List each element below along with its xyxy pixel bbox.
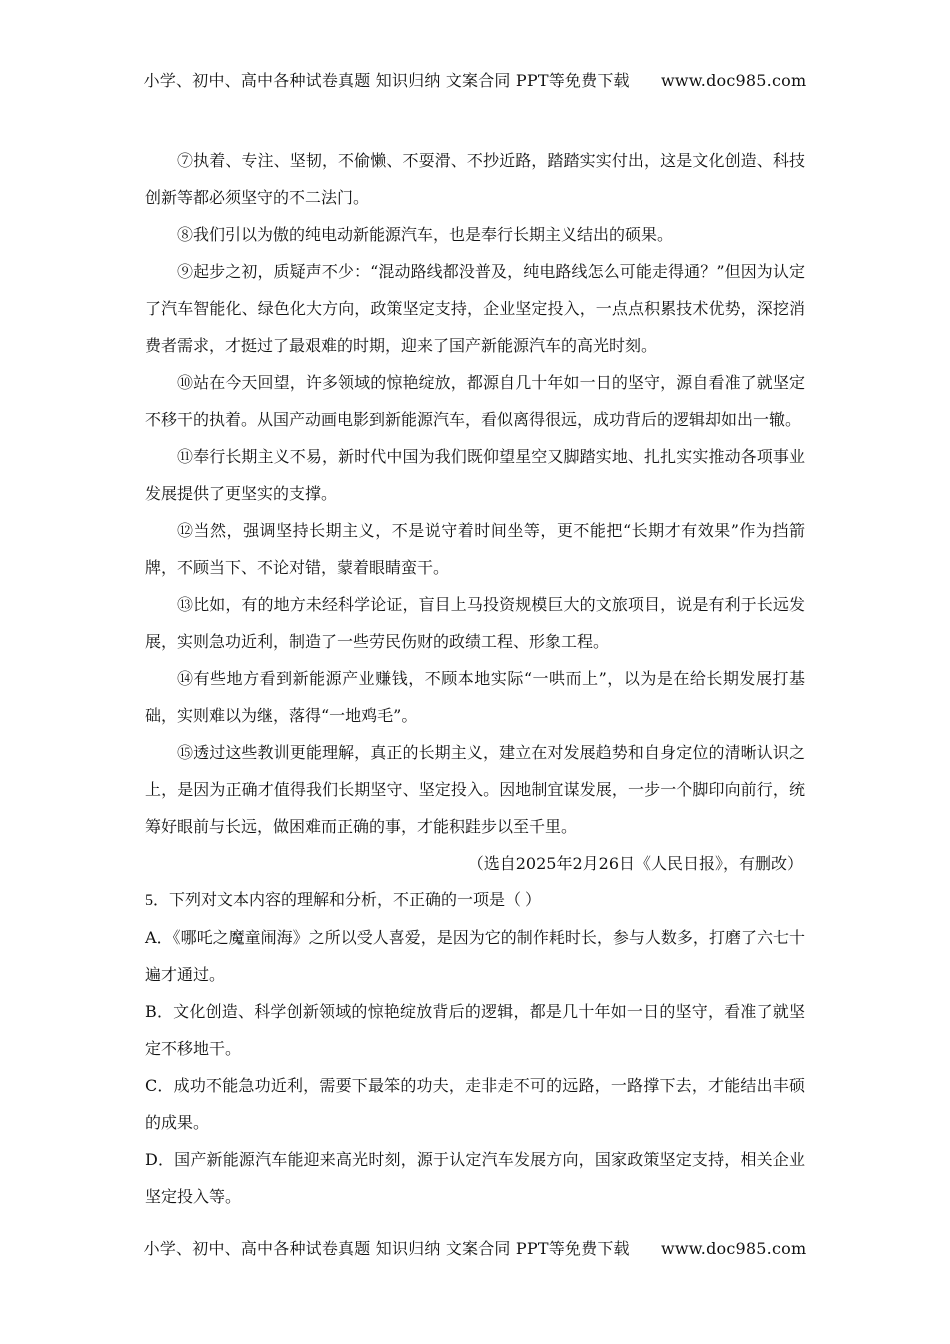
question-stem: 5．下列对文本内容的理解和分析，不正确的一项是（ ） — [145, 892, 542, 909]
paragraph-14: ⑭有些地方看到新能源产业赚钱，不顾本地实际“一哄而上”，以为是在给长期发展打基础，实则难以为继，落得“一地鸡毛”。 — [145, 669, 805, 725]
option-c: C．成功不能急功近利，需要下最笨的功夫，走非走不可的远路，一路撑下去，才能结出丰硕的成果。 — [145, 1076, 805, 1132]
paragraph-9: ⑨起步之初，质疑声不少：“混动路线都没普及，纯电路线怎么可能走得通？”但因为认定了汽车智能化、绿色化大方向，政策坚定支持，企业坚定投入，一点点积累技术优势，深挖消费者需求，才挺过了最艰难的时期，迎来了国产新能源汽车的高光时刻。 — [145, 262, 805, 355]
article-source: （选自2025年2月26日《人民日报》，有删改） — [467, 854, 803, 873]
footer-text: 小学、初中、高中各种试卷真题 知识归纳 文案合同 PPT等免费下载 — [143, 1239, 630, 1258]
paragraph-10: ⑩站在今天回望，许多领域的惊艳绽放，都源自几十年如一日的坚守，源自看准了就坚定不移干的执着。从国产动画电影到新能源汽车，看似离得很远，成功背后的逻辑却如出一辙。 — [145, 373, 805, 429]
paragraph-12: ⑫当然，强调坚持长期主义，不是说守着时间坐等，更不能把“长期才有效果”作为挡箭牌，不顾当下、不论对错，蒙着眼睛蛮干。 — [145, 521, 805, 577]
paragraph-15: ⑮透过这些教训更能理解，真正的长期主义，建立在对发展趋势和自身定位的清晰认识之上，是因为正确才值得我们长期坚守、坚定投入。因地制宜谋发展，一步一个脚印向前行，统筹好眼前与长远，做困难而正确的事，才能积跬步以至千里。 — [145, 743, 805, 836]
option-b: B．文化创造、科学创新领域的惊艳绽放背后的逻辑，都是几十年如一日的坚守，看准了就坚定不移地干。 — [145, 1002, 805, 1058]
page-footer — [0, 1236, 950, 1259]
option-a: A．《哪吒之魔童闹海》之所以受人喜爱，是因为它的制作耗时长，参与人数多，打磨了六七十遍才通过。 — [145, 928, 805, 984]
article-body — [145, 142, 805, 1215]
option-d: D．国产新能源汽车能迎来高光时刻，源于认定汽车发展方向，国家政策坚定支持，相关企业坚定投入等。 — [145, 1150, 805, 1206]
header-text: 小学、初中、高中各种试卷真题 知识归纳 文案合同 PPT等免费下载 — [143, 71, 630, 90]
page-header — [0, 68, 950, 91]
footer-site-link[interactable]: www.doc985.com — [661, 1239, 807, 1258]
paragraph-13: ⑬比如，有的地方未经科学论证，盲目上马投资规模巨大的文旅项目，说是有利于长远发展，实则急功近利，制造了一些劳民伤财的政绩工程、形象工程。 — [145, 595, 805, 651]
header-site-link[interactable]: www.doc985.com — [661, 71, 807, 90]
paragraph-8: ⑧我们引以为傲的纯电动新能源汽车，也是奉行长期主义结出的硕果。 — [177, 225, 674, 244]
paragraph-7: ⑦执着、专注、坚韧，不偷懒、不耍滑、不抄近路，踏踏实实付出，这是文化创造、科技创新等都必须坚守的不二法门。 — [145, 151, 805, 207]
paragraph-11: ⑪奉行长期主义不易，新时代中国为我们既仰望星空又脚踏实地、扎扎实实推动各项事业发展提供了更坚实的支撑。 — [145, 447, 805, 503]
